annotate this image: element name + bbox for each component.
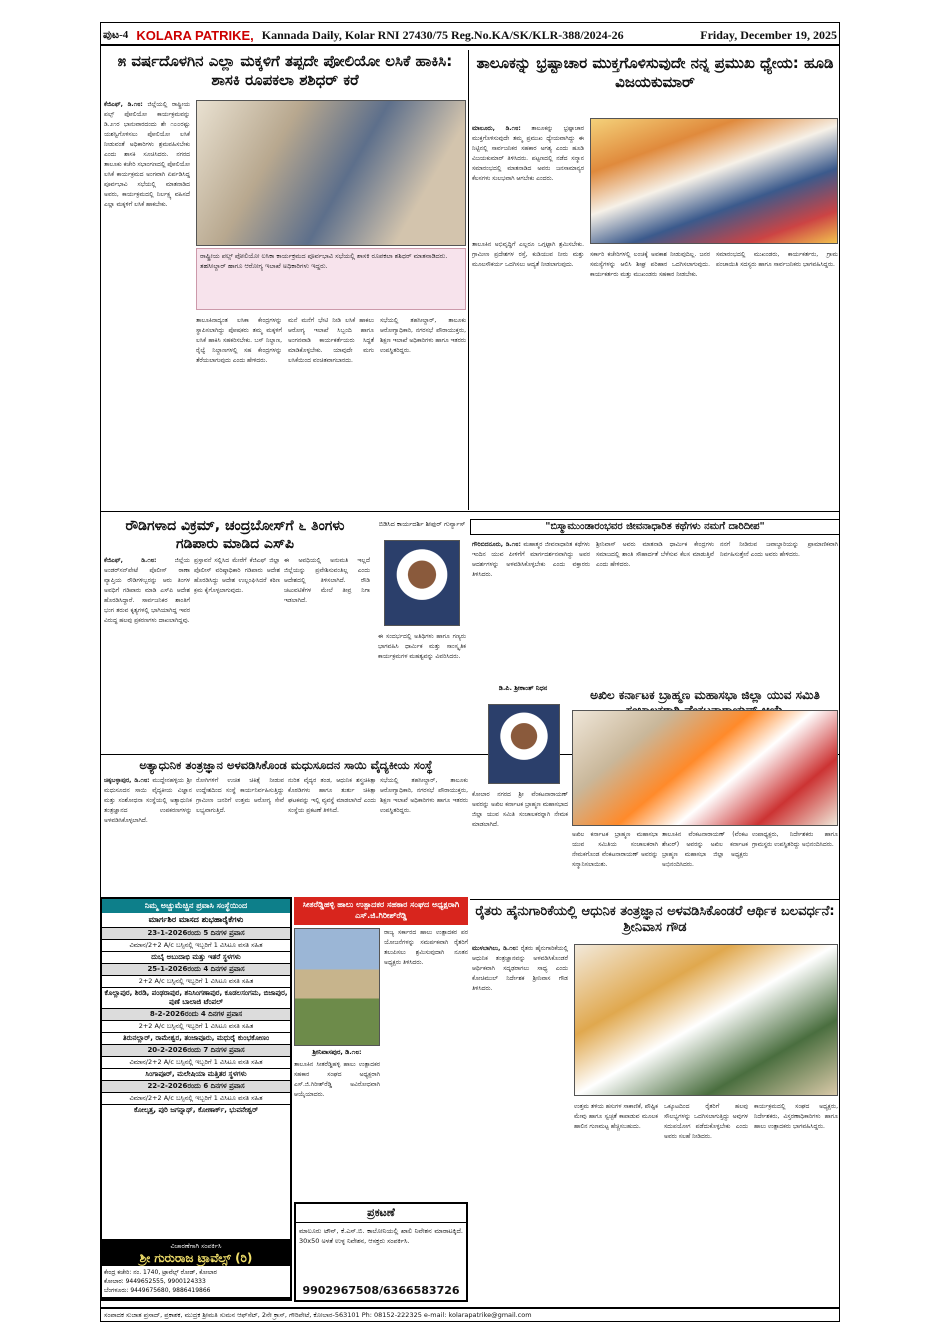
medical-column-3: ನುರಿತ ವೈದ್ಯರ ತಂಡ, ಆಧುನಿಕ ಶಸ್ತ್ರಚಿಕಿತ್ಸಾ ಕೊಠಡಿಗಳು ಹಾಗೂ ತುರ್ತು ಚಿಕಿತ್ಸಾ ಘಟಕವನ್ನು ಇಲ್ಲಿ ವ್ಯವಸ್ಥೆ ಮಾಡಲಾಗಿದೆ ಎಂದು ಸಂಸ್ಥೆಯ ಪ್ರಕಟಣೆ ತಿಳಿಸಿದೆ. — [288, 777, 376, 814]
corruption-headline: ತಾಲೂಕನ್ನು ಭ್ರಷ್ಟಾಚಾರ ಮುಕ್ತಗೊಳಿಸುವುದೇ ನನ್ನ ಪ್ರಮುಖ ಧ್ಯೇಯ: ಹೂಡಿ ವಿಜಯಕುಮಾರ್ — [476, 54, 834, 91]
dairy-column-3: ಒಕ್ಕೂಟದಿಂದ ರೈತರಿಗೆ ಹಲವು ಸೌಲಭ್ಯಗಳನ್ನು ಒದಗಿಸಲಾಗುತ್ತಿದ್ದು ಅವುಗಳ ಸದುಪಯೋಗ ಪಡೆದುಕೊಳ್ಳಬೇಕು ಎಂದು ಅವರು ಸಲಹೆ ನೀಡಿದರು. — [664, 1103, 748, 1140]
ad-trip-dest: ಕೊಲ್ಲಾಪುರ, ಶಿರಡಿ, ಪಂಢರಾಪುರ, ಶನಿಸಿಂಗಣಾಪುರ, ಕೂಡಲಸಂಗಮ, ಬಿಜಾಪುರ, ಪುಣೆ ಬಾಲಾಜಿ ಟೆಂಪಲ್ — [102, 987, 290, 1008]
ad-trip-note: ವಿಮಾನ/2+2 A/c ಬಸ್ಸಿನಲ್ಲಿ ಇಬ್ಬರಿಗೆ 1 ವಿಸಿಟೂ ವಸತಿ ಸಹಿತ — [102, 1092, 290, 1104]
dairy-column-1 — [472, 944, 568, 1298]
obituary-photo — [488, 704, 560, 784]
brahmin-column-1: ಕೋಲಾರ ನಗರದ ಶ್ರೀ ವೆಂಕಟನಾರಾಯಣ್ ಅವರನ್ನು ಅಖಿಲ ಕರ್ನಾಟಕ ಬ್ರಾಹ್ಮಣ ಮಹಾಸಭಾದ ಜಿಲ್ಲಾ ಯುವ ಸಮಿತಿ ಸಂಚಾಲಕರನ್ನಾಗಿ ನೇಮಕ ಮಾಡಲಾಗಿದೆ. — [472, 791, 568, 828]
brahmin-column-3: ತಾಲೂಕಿನ ವೆಂಕಟನಾರಾಯಣ್ (ವೆಂಕಟ ಶೇಖರ್) ಅವರನ್ನು ಅಖಿಲ ಕರ್ನಾಟಕ ಬ್ರಾಹ್ಮಣ ಮಹಾಸಭಾ ಜಿಲ್ಲಾ ಅಧ್ಯಕ್ಷರು ಅಭಿನಂದಿಸಿದರು. — [662, 831, 748, 868]
milk-column-1: ತಾಲೂಕಿನ ಸೀತರೆಡ್ಡಿಹಳ್ಳಿ ಹಾಲು ಉತ್ಪಾದಕರ ಸಹಕಾರ ಸಂಘದ ಅಧ್ಯಕ್ಷರಾಗಿ ಎಸ್.ಜಿ.ಗಿರೀಶ್‌ರೆಡ್ಡಿ ಅವಿರೋಧವಾಗಿ ಆಯ್ಕೆಯಾದರು. — [294, 1061, 380, 1098]
milk-society-banner: ಸೀತರೆಡ್ಡಿಹಳ್ಳಿ ಹಾಲು ಉತ್ಪಾದಕರ ಸಹಕಾರ ಸಂಘದ ಅಧ್ಯಕ್ಷರಾಗಿ ಎಸ್.ಜಿ.ಗಿರೀಶ್‌ರೆಡ್ಡಿ — [294, 897, 468, 925]
ad-contact — [102, 1266, 290, 1297]
ad-title: ನಿಮ್ಮ ಅಚ್ಚುಮೆಚ್ಚಿನ ಪ್ರವಾಸಿ ಸಂಸ್ಥೆಯಿಂದ — [102, 899, 290, 913]
page-footer: ಸಂಪಾದಕ ಸುಜಾತ ಪ್ರಸಾದ್, ಪ್ರಕಾಶಕ, ಮುದ್ರಕ ಶ್ರೀಮತಿ ಸುಮನ ಆಫ್‌ಸೆಟ್, 2ನೇ ಕ್ರಾಸ್, ಗೌರಿಪೇಟೆ, ಕೋಲಾರ-563101 Ph: 08152-222325 e-mail: kolarapatrike@gmail.com — [100, 1307, 840, 1321]
felicitation-photo — [590, 118, 838, 244]
corruption-column-4: ಸಮಾರಂಭದಲ್ಲಿ ಮುಖಂಡರು, ಕಾರ್ಯಕರ್ತರು, ಗ್ರಾಮ ಪಂಚಾಯಿತಿ ಸದಸ್ಯರು ಹಾಗೂ ಸಾರ್ವಜನಿಕರು ಭಾಗವಹಿಸಿದ್ದರು. — [716, 251, 838, 268]
corruption-column-2: ತಾಲೂಕಿನ ಅಭಿವೃದ್ಧಿಗೆ ಎಲ್ಲರೂ ಒಗ್ಗಟ್ಟಾಗಿ ಶ್ರಮಿಸಬೇಕು. ಗ್ರಾಮೀಣ ಪ್ರದೇಶಗಳ ರಸ್ತೆ, ಕುಡಿಯುವ ನೀರು ಮತ್ತು ಮೂಲಸೌಕರ್ಯ ಒದಗಿಸಲು ಆದ್ಯತೆ ನೀಡಲಾಗುವುದು. — [472, 241, 584, 268]
ad-trip-date: 22-2-2026ರಂದು 6 ದಿನಗಳ ಪ್ರವಾಸ — [102, 1080, 290, 1092]
polio-headline: ೫ ವರ್ಷದೊಳಗಿನ ಎಲ್ಲಾ ಮಕ್ಕಳಿಗೆ ತಪ್ಪದೇ ಪೋಲಿಯೋ ಲಸಿಕೆ ಹಾಕಿಸಿ: ಶಾಸಕಿ ರೂಪಕಲಾ ಶಶಿಧರ್ ಕರೆ — [117, 52, 453, 89]
masthead-subtitle: Kannada Daily, Kolar RNI 27430/75 Reg.No.KA/SK/KLR-388/2024-26 — [261, 27, 624, 42]
corruption-dateline: ಮಾಲೂರು, ಡಿ.೧೮: — [472, 125, 521, 132]
polio-column-1 — [104, 100, 190, 500]
travel-advertisement — [100, 897, 292, 1301]
dairy-column-2: ಉತ್ತಮ ತಳಿಯ ಹಸುಗಳ ಸಾಕಾಣಿಕೆ, ಪೌಷ್ಟಿಕ ಮೇವು ಹಾಗೂ ಸ್ವಚ್ಛತೆ ಕಾಪಾಡುವ ಮೂಲಕ ಹಾಲಿನ ಗುಣಮಟ್ಟ ಹೆಚ್ಚಿಸಬಹುದು. — [574, 1103, 658, 1130]
medical-body-1: ಮುದ್ದೇನಹಳ್ಳಿಯ ಶ್ರೀ ಮಧುಸೂದನ ಸಾಯಿ ವೈದ್ಯಕೀಯ ವಿಜ್ಞಾನ ಮತ್ತು ಸಂಶೋಧನಾ ಸಂಸ್ಥೆಯಲ್ಲಿ ಅತ್ಯಾಧುನಿಕ ತಂತ್ರಜ್ಞಾನದ ಉಪಕರಣಗಳನ್ನು ಅಳವಡಿಸಿಕೊಳ್ಳಲಾಗಿದೆ. — [104, 777, 192, 824]
rowdies-column-4: ಈ ಸಂದರ್ಭದಲ್ಲಿ ಅತಿಥಿಗಳು ಹಾಗೂ ಗಣ್ಯರು ಭಾಗವಹಿಸಿ ಧಾರ್ಮಿಕ ಮತ್ತು ಸಾಂಸ್ಕೃತಿಕ ಕಾರ್ಯಕ್ರಮಗಳ ಮಹತ್ವವನ್ನು ವಿವರಿಸಿದರು. — [378, 633, 466, 660]
ad-trip-dest: ದುಬೈ ಅಬುದಾಭಿ ಮತ್ತು ಇತರೆ ಸ್ಥಳಗಳು — [102, 951, 290, 963]
ad-brand: ಶ್ರೀ ಗುರುರಾಜ ಟ್ರಾವೆಲ್ಸ್ (ರಿ) — [139, 1251, 253, 1265]
rowdies-column-2: ಪ್ರಸ್ತಾವನೆ ಸಲ್ಲಿಸಿದ ಮೇರೆಗೆ ಕೆಜಿಎಫ್ ಜಿಲ್ಲಾ ಪೊಲೀಸ್ ವರಿಷ್ಠಾಧಿಕಾರಿ ಗಡಿಪಾರು ಆದೇಶ ಹೊರಡಿಸಿದ್ದು ಆದೇಶ ಉಲ್ಲಂಘಿಸಿದರೆ ಕಠಿಣ ಕ್ರಮ ಕೈಗೊಳ್ಳಲಾಗುವುದು. — [194, 557, 280, 594]
ad-trip-note: 2+2 A/c ಬಸ್ಸಿನಲ್ಲಿ ಇಬ್ಬರಿಗೆ 1 ವಿಸಿಟೂ ವಸತಿ ಸಹಿತ — [102, 1020, 290, 1032]
notice-text: ಮಾಲೂರು ಟೌನ್, ಕೆ.ಎಸ್.ಬಿ. ಕಾಲೋನಿಯಲ್ಲಿ ಖಾಲಿ ನಿವೇಶನ ಮಾರಾಟಕ್ಕಿದೆ. 30x50 ಅಳತೆ ಉಳ್ಳ ನಿವೇಶನ, ಆಸಕ್ತರು ಸಂಪರ್ಕಿಸಿ. — [299, 1227, 463, 1245]
polio-column-3: ಮನೆ ಮನೆಗೆ ಭೇಟಿ ನೀಡಿ ಲಸಿಕೆ ಹಾಕಲು ಆರೋಗ್ಯ ಇಲಾಖೆ ಸಿಬ್ಬಂದಿ ಹಾಗೂ ಅಂಗನವಾಡಿ ಕಾರ್ಯಕರ್ತೆಯರು ಸಿದ್ಧತೆ ಮಾಡಿಕೊಳ್ಳಬೇಕು. ಯಾವುದೇ ಮಗು ಲಸಿಕೆಯಿಂದ ವಂಚಿತವಾಗಬಾರದು. — [288, 317, 374, 364]
column-divider — [468, 50, 469, 510]
ad-trip-date: 25-1-2026ರಂದು 4 ದಿನಗಳ ಪ್ರವಾಸ — [102, 963, 290, 975]
corruption-body-1: ತಾಲೂಕನ್ನು ಭ್ರಷ್ಟಾಚಾರ ಮುಕ್ತಗೊಳಿಸುವುದೇ ತಮ್ಮ ಪ್ರಮುಖ ಧ್ಯೇಯವಾಗಿದ್ದು ಈ ನಿಟ್ಟಿನಲ್ಲಿ ಸಾರ್ವಜನಿಕರ ಸಹಕಾರ ಅಗತ್ಯ ಎಂದು ಹೂಡಿ ವಿಜಯಕುಮಾರ್ ತಿಳಿಸಿದರು. ಪಟ್ಟಣದಲ್ಲಿ ನಡೆದ ಸನ್ಮಾನ ಸಮಾರಂಭದಲ್ಲಿ ಮಾತನಾಡಿದ ಅವರು ಜನಸಾಮಾನ್ಯರ ಕೆಲಸಗಳು ಸುಲಭವಾಗಿ ಆಗಬೇಕು ಎಂದರು. — [472, 125, 584, 182]
ad-address: ಕೇಂದ್ರ ಕಚೇರಿ: ನಂ. 1740, ಟ್ರಾವೆಲ್ಸ್ ರೋಡ್, ಕೋಲಾರ — [104, 1269, 217, 1276]
corruption-column-1 — [472, 124, 584, 234]
portrait-caption: ಬಿಡಿಸಿದ ಕಾರ್ಯದರ್ಶಿ ಶೀಫುರ್ ಗುರ್ನ್ಯಾಸ್ — [378, 520, 466, 528]
rowdies-headline: ರೌಡಿಗಳಾದ ವಿಕ್ರಮ್, ಚಂದ್ರಬೋಸ್‌ಗೆ ೬ ತಿಂಗಳು ಗಡಿಪಾರು ಮಾಡಿದ ಎಸ್‌ಪಿ — [125, 518, 345, 552]
sabha-photo — [572, 710, 838, 826]
medical-dateline: ಚಿಕ್ಕಬಳ್ಳಾಪುರ, ಡಿ.೧೮: — [104, 777, 150, 784]
milk-society-photo — [294, 928, 380, 1046]
dairy-headline: ರೈತರು ಹೈನುಗಾರಿಕೆಯಲ್ಲಿ ಆಧುನಿಕ ತಂತ್ರಜ್ಞಾನ ಅಳವಡಿಸಿಕೊಂಡರೆ ಆರ್ಥಿಕ ಬಲವರ್ಧನೆ: ಶ್ರೀನಿವಾಸ ಗೌಡ — [475, 904, 835, 936]
ad-trip-date: 8-2-2026ರಂದು 4 ದಿನಗಳ ಪ್ರವಾಸ — [102, 1008, 290, 1020]
masthead-date: Friday, December 19, 2025 — [700, 27, 837, 42]
rowdies-column-1 — [104, 556, 190, 748]
ad-subtitle: ಮಾರ್ಗಶಿರ ಮಾಸದ ಶುಭಹಾರೈಕೆಗಳು — [148, 915, 244, 924]
masthead — [100, 26, 840, 46]
ad-trip-dest: ತಿರುನಲ್ಲಾರ್, ರಾಮೇಶ್ವರ, ತಂಜಾವೂರು, ಮಧುರೈ ಕುಂಭಕೋಣಂ — [102, 1032, 290, 1044]
ad-trip-dest: ಸಿಂಗಾಪೂರ್, ಮಲೇಷಿಯಾ ಮತ್ತಿತರ ಸ್ಥಳಗಳು — [102, 1068, 290, 1080]
medical-headline: ಅತ್ಯಾಧುನಿಕ ತಂತ್ರಜ್ಞಾನ ಅಳವಡಿಸಿಕೊಂಡ ಮಧುಸೂದನ ಸಾಯಿ ವೈದ್ಯಕೀಯ ಸಂಸ್ಥೆ — [139, 758, 433, 772]
polio-photo-caption: ರಾಷ್ಟ್ರೀಯ ಪಲ್ಸ್ ಪೋಲಿಯೋ ಲಸಿಕಾ ಕಾರ್ಯಕ್ರಮದ ಪೂರ್ವಭಾವಿ ಸಭೆಯಲ್ಲಿ ಶಾಸಕಿ ರೂಪಕಲಾ ಶಶಿಧರ್ ಮಾತನಾಡಿದರು. ತಹಸೀಲ್ದಾರ್ ಹಾಗೂ ಆರೋಗ್ಯ ಇಲಾಖೆ ಅಧಿಕಾರಿಗಳು ಇದ್ದರು. — [196, 248, 466, 310]
obituary-caption: ಡಿ.ಪಿ. ಶ್ರೀಕಾಂತ್ ನಿಧನ — [498, 684, 548, 692]
polio-dateline: ಕೆಜಿಎಫ್, ಡಿ.೧೮: — [104, 101, 143, 108]
polio-body-1: ಜಿಲ್ಲೆಯಲ್ಲಿ ರಾಷ್ಟ್ರೀಯ ಪಲ್ಸ್ ಪೋಲಿಯೋ ಕಾರ್ಯಕ್ರಮವನ್ನು ಡಿ.೨೧ರ ಭಾನುವಾರದಂದು ಶೇ ೧೦೦ರಷ್ಟು ಯಶಸ್ವಿಗೊಳಿಸಲು ಪೋಲಿಯೋ ಲಸಿಕೆ ನೀಡುವಂತೆ ಅಧಿಕಾರಿಗಳು ಶ್ರಮವಹಿಸಬೇಕು ಎಂದು ಶಾಸಕಿ ಸೂಚಿಸಿದರು. ನಗರದ ತಾಲೂಕು ಕಚೇರಿ ಸಭಾಂಗಣದಲ್ಲಿ ಪೋಲಿಯೋ ಲಸಿಕೆ ಕಾರ್ಯಕ್ರಮದ ಅಂಗವಾಗಿ ಏರ್ಪಡಿಸಿದ್ದ ಪೂರ್ವಭಾವಿ ಸಭೆಯಲ್ಲಿ ಮಾತನಾಡಿದ ಅವರು, ಕಾರ್ಯಕ್ರಮದಲ್ಲಿ ನಿರ್ಲಕ್ಷ್ಯ ವಹಿಸದೆ ಎಲ್ಲಾ ಮಕ್ಕಳಿಗೆ ಲಸಿಕೆ ಹಾಕಬೇಕು. — [104, 101, 190, 208]
dairy-column-4: ಕಾರ್ಯಕ್ರಮದಲ್ಲಿ ಸಂಘದ ಅಧ್ಯಕ್ಷರು, ನಿರ್ದೇಶಕರು, ವಿಸ್ತರಣಾಧಿಕಾರಿಗಳು ಹಾಗೂ ಹಾಲು ಉತ್ಪಾದಕರು ಭಾಗವಹಿಸಿದ್ದರು. — [754, 1103, 838, 1130]
ad-footer — [102, 1239, 290, 1299]
ad-trip-note: ವಿಮಾನ/2+2 A/c ಬಸ್ಸಿನಲ್ಲಿ ಇಬ್ಬರಿಗೆ 1 ವಿಸಿಟೂ ವಸತಿ ಸಹಿತ — [102, 1056, 290, 1068]
brahmin-column-4: ಉಪಾಧ್ಯಕ್ಷರು, ನಿರ್ದೇಶಕರು ಹಾಗೂ ಗ್ರಾಮಸ್ಥರು ಉಪಸ್ಥಿತರಿದ್ದು ಅಭಿನಂದಿಸಿದರು. — [752, 831, 838, 848]
polio-meeting-photo — [196, 100, 466, 246]
milk-photo-caption: ಶ್ರೀನಿವಾಸಪುರ, ಡಿ.೧೮: — [312, 1048, 362, 1056]
notice-phone: 9902967508/6366583726 — [302, 1284, 460, 1297]
quote-column-1 — [472, 540, 590, 680]
dairy-body-1: ರೈತರು ಹೈನುಗಾರಿಕೆಯಲ್ಲಿ ಆಧುನಿಕ ತಂತ್ರಜ್ಞಾನವನ್ನು ಅಳವಡಿಸಿಕೊಂಡರೆ ಆರ್ಥಿಕವಾಗಿ ಸದೃಢರಾಗಲು ಸಾಧ್ಯ ಎಂದು ಕೋಚಿಮುಲ್ ನಿರ್ದೇಶಕ ಶ್ರೀನಿವಾಸ ಗೌಡ ತಿಳಿಸಿದರು. — [472, 945, 568, 992]
brahmin-headline: ಅಖಿಲ ಕರ್ನಾಟಕ ಬ್ರಾಹ್ಮಣ ಮಹಾಸಭಾ ಜಿಲ್ಲಾ ಯುವ ಸಮಿತಿ — [590, 688, 820, 702]
masthead-brand: KOLARA PATRIKE, — [136, 27, 254, 43]
notice-box — [294, 1202, 468, 1302]
ad-trip-date: 23-1-2026ರಂದು 5 ದಿನಗಳ ಪ್ರವಾಸ — [102, 927, 290, 939]
polio-column-2: ತಾಲೂಕಿನಾದ್ಯಂತ ಲಸಿಕಾ ಕೇಂದ್ರಗಳನ್ನು ಸ್ಥಾಪಿಸಲಾಗಿದ್ದು ಪೋಷಕರು ತಮ್ಮ ಮಕ್ಕಳಿಗೆ ಲಸಿಕೆ ಹಾಕಿಸಿ ಸಹಕರಿಸಬೇಕು. ಬಸ್ ನಿಲ್ದಾಣ, ರೈಲ್ವೆ ನಿಲ್ದಾಣಗಳಲ್ಲಿ ಸಹ ಕೇಂದ್ರಗಳನ್ನು ತೆರೆಯಲಾಗುವುದು ಎಂದು ಹೇಳಿದರು. — [196, 317, 282, 364]
section-divider — [100, 511, 840, 512]
page-label: ಪುಟ-4 — [103, 28, 129, 41]
rowdies-body-1: ಜಿಲ್ಲೆಯ ಅಂಡರ್‌ಸನ್‌ಪೇಟೆ ಪೊಲೀಸ್ ಠಾಣಾ ವ್ಯಾಪ್ತಿಯ ರೌಡಿಗಳಿಬ್ಬರನ್ನು ಆರು ತಿಂಗಳ ಅವಧಿಗೆ ಗಡಿಪಾರು ಮಾಡಿ ಎಸ್‌ಪಿ ಆದೇಶ ಹೊರಡಿಸಿದ್ದಾರೆ. ಸಾರ್ವಜನಿಕರ ಶಾಂತಿಗೆ ಭಂಗ ತರುವ ಕೃತ್ಯಗಳಲ್ಲಿ ಭಾಗಿಯಾಗಿದ್ದ ಇವರ ವಿರುದ್ಧ ಹಲವು ಪ್ರಕರಣಗಳು ದಾಖಲಾಗಿದ್ದವು. — [104, 557, 190, 624]
quote-column-3: ನನಗೆ ನೀಡಿರುವ ಜವಾಬ್ದಾರಿಯನ್ನು ಪ್ರಾಮಾಣಿಕವಾಗಿ ನಿರ್ವಹಿಸುತ್ತೇನೆ ಎಂದು ಅವರು ಹೇಳಿದರು. — [720, 541, 838, 558]
medical-column-1 — [104, 776, 192, 892]
polio-column-4: ಸಭೆಯಲ್ಲಿ ತಹಸೀಲ್ದಾರ್, ತಾಲೂಕು ಆರೋಗ್ಯಾಧಿಕಾರಿ, ನಗರಸಭೆ ಪೌರಾಯುಕ್ತರು, ಶಿಕ್ಷಣ ಇಲಾಖೆ ಅಧಿಕಾರಿಗಳು ಹಾಗೂ ಇತರರು ಉಪಸ್ಥಿತರಿದ್ದರು. — [380, 317, 466, 354]
rowdies-column-3: ಈ ಅವಧಿಯಲ್ಲಿ ಅನುಮತಿ ಇಲ್ಲದೆ ಜಿಲ್ಲೆಯನ್ನು ಪ್ರವೇಶಿಸುವಂತಿಲ್ಲ ಎಂದು ಆದೇಶದಲ್ಲಿ ತಿಳಿಸಲಾಗಿದೆ. ರೌಡಿ ಚಟುವಟಿಕೆಗಳ ಮೇಲೆ ತೀವ್ರ ನಿಗಾ ಇಡಲಾಗಿದೆ. — [284, 557, 370, 604]
ad-organiser-label: ವಿಚಾರಣೆಗಾಗಿ ಸಂಪರ್ಕಿಸಿ — [170, 1242, 222, 1250]
medical-column-4: ಸಭೆಯಲ್ಲಿ ತಹಸೀಲ್ದಾರ್, ತಾಲೂಕು ಆರೋಗ್ಯಾಧಿಕಾರಿ, ನಗರಸಭೆ ಪೌರಾಯುಕ್ತರು, ಶಿಕ್ಷಣ ಇಲಾಖೆ ಅಧಿಕಾರಿಗಳು ಹಾಗೂ ಇತರರು ಉಪಸ್ಥಿತರಿದ್ದರು. — [380, 777, 468, 814]
brahmin-column-2: ಅಖಿಲ ಕರ್ನಾಟಕ ಬ್ರಾಹ್ಮಣ ಮಹಾಸಭಾ ಯುವ ಸಮಿತಿಯ ಸಂಚಾಲಕರಾಗಿ ನೇಮಕಗೊಂಡ ವೆಂಕಟನಾರಾಯಣ್ ಅವರನ್ನು ಸನ್ಮಾನಿಸಲಾಯಿತು. — [572, 831, 658, 868]
quote-column-2: ಶ್ರೀನಿವಾಸ್ ಅವರು ಮಾತನಾಡಿ ಧಾರ್ಮಿಕ ಕೇಂದ್ರಗಳು ಸಮಾಜದಲ್ಲಿ ಶಾಂತಿ ಸೌಹಾರ್ದತೆ ಬೆಳೆಸುವ ಕೆಲಸ ಮಾಡುತ್ತಿವೆ ಎಂದು ಹೇಳಿದರು. — [596, 541, 714, 568]
rowdies-dateline: ಕೆಜಿಎಫ್, ಡಿ.೧೮: — [104, 557, 157, 564]
portrait-photo — [384, 540, 460, 626]
ad-phone-bangalore: ಬೆಂಗಳೂರು: 9449675680, 9886419866 — [104, 1287, 211, 1294]
dairy-dateline: ಮುಳಬಾಗಿಲು, ಡಿ.೧೮: — [472, 945, 519, 952]
quote-headline: "ಬಿಸ್ಮಾಮುಂಡಾರಂಭವರ ಜೀವನಾಧಾರಿತ ಕಥೆಗಳು ನಮಗೆ ದಾರಿದೀಪ" — [470, 519, 840, 535]
notice-heading: ಪ್ರಕಟಣೆ — [296, 1204, 466, 1223]
quote-dateline: ಗೌರಿಬಿದನೂರು, ಡಿ.೧೮: — [472, 541, 521, 548]
ad-trip-list — [102, 927, 290, 1116]
section-divider — [470, 899, 840, 900]
ad-trip-note: 2+2 A/c ಬಸ್ಸಿನಲ್ಲಿ ಇಬ್ಬರಿಗೆ 1 ವಿಸಿಟೂ ವಸತಿ ಸಹಿತ — [102, 975, 290, 987]
medical-column-2: ರೋಗಿಗಳಿಗೆ ಉಚಿತ ಚಿಕಿತ್ಸೆ ನೀಡುವ ಉದ್ದೇಶದಿಂದ ಸಂಸ್ಥೆ ಕಾರ್ಯನಿರ್ವಹಿಸುತ್ತಿದ್ದು ಗ್ರಾಮೀಣ ಜನರಿಗೆ ಉತ್ತಮ ಆರೋಗ್ಯ ಸೇವೆ ಲಭ್ಯವಾಗುತ್ತಿದೆ. — [196, 777, 284, 814]
quote-body-1: ಮಹಾತ್ಮರ ಜೀವನಾಧಾರಿತ ಕಥೆಗಳು ಇಂದಿನ ಯುವ ಪೀಳಿಗೆಗೆ ಮಾರ್ಗದರ್ಶನವಾಗಿದ್ದು ಅವರ ಆದರ್ಶಗಳನ್ನು ಅಳವಡಿಸಿಕೊಳ್ಳಬೇಕು ಎಂದು ವಕ್ತಾರರು ತಿಳಿಸಿದರು. — [472, 541, 590, 578]
corruption-column-3: ಸರ್ಕಾರಿ ಕಚೇರಿಗಳಲ್ಲಿ ಲಂಚಕ್ಕೆ ಅವಕಾಶ ನೀಡುವುದಿಲ್ಲ. ಜನರ ಸಮಸ್ಯೆಗಳನ್ನು ಆಲಿಸಿ ಶೀಘ್ರ ಪರಿಹಾರ ಒದಗಿಸಲಾಗುವುದು. ಕಾರ್ಯಕರ್ತರು ಮತ್ತು ಮುಖಂಡರು ಸಹಕಾರ ನೀಡಬೇಕು. — [590, 251, 710, 278]
ad-trip-note: ವಿಮಾನ/2+2 A/c ಬಸ್ಸಿನಲ್ಲಿ ಇಬ್ಬರಿಗೆ 1 ವಿಸಿಟೂ ವಸತಿ ಸಹಿತ — [102, 939, 290, 951]
ad-phone-kolar: ಕೋಲಾರ: 9449652555, 9900124333 — [104, 1278, 206, 1285]
ad-trip-date: 20-2-2026ರಂದು 7 ದಿನಗಳ ಪ್ರವಾಸ — [102, 1044, 290, 1056]
ad-trip-dest: ಕೋಲ್ಕತ್ತ, ಪುರಿ ಜಗನ್ನಾಥ್, ಕೋಣಾರ್ಕ್, ಭುವನೇಶ್ವರ್ — [102, 1104, 290, 1116]
dairy-program-photo — [574, 944, 838, 1096]
milk-column-2: ರಾಜ್ಯ ಸರ್ಕಾರದ ಹಾಲು ಉತ್ಪಾದಕರ ಪರ ಯೋಜನೆಗಳನ್ನು ಸಮರ್ಪಕವಾಗಿ ರೈತರಿಗೆ ತಲುಪಿಸಲು ಶ್ರಮಿಸುವುದಾಗಿ ನೂತನ ಅಧ್ಯಕ್ಷರು ತಿಳಿಸಿದರು. — [384, 929, 468, 966]
